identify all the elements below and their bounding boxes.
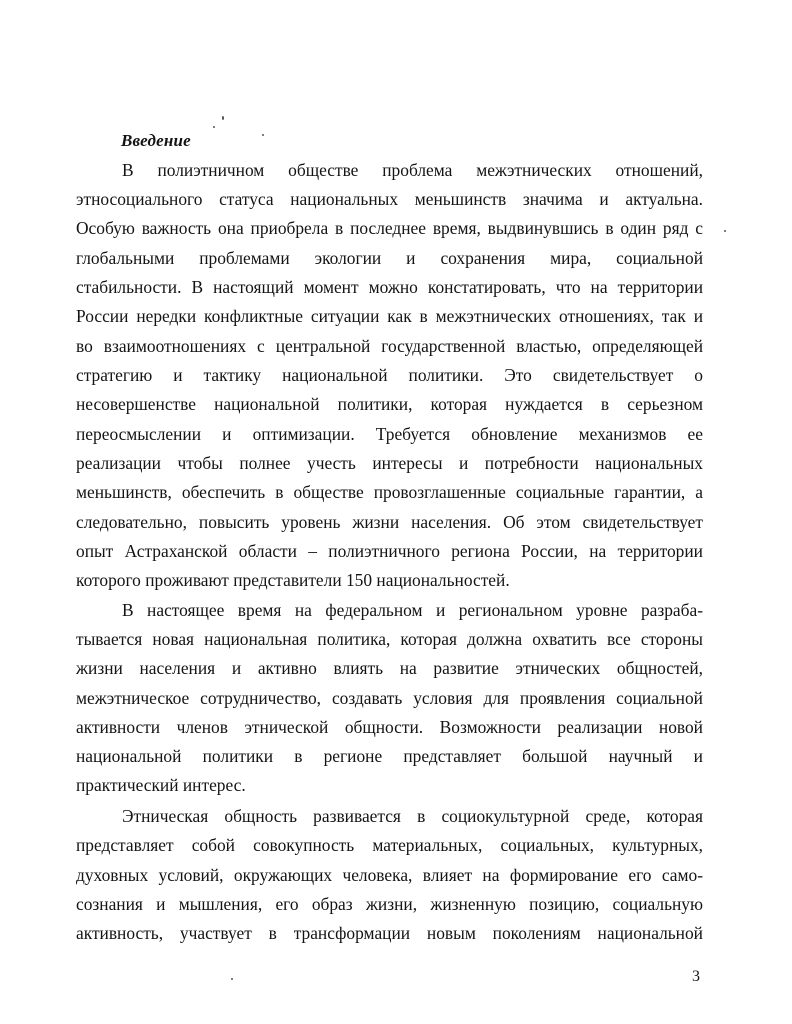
text-line: опыт Астраханской области – полиэтничного региона России, на территории: [76, 541, 703, 561]
scan-speck: [724, 230, 726, 232]
text-line: национальной политики в регионе представляет большой научный и: [76, 746, 703, 766]
text-line: переосмыслении и оптимизации. Требуется обновление механизмов ее: [76, 424, 703, 444]
text-line: представляет собой совокупность материальных, социальных, культурных,: [76, 835, 703, 855]
text-line: следовательно, повысить уровень жизни населения. Об этом свидетельствует: [76, 512, 703, 532]
text-line: реализации чтобы полнее учесть интересы и потребности национальных: [76, 453, 703, 473]
text-line: во взаимоотношениях с центральной государственной властью, определяющей: [76, 336, 703, 356]
text-line: Этническая общность развивается в социокультурной среде, которая: [122, 806, 703, 826]
scan-speck: [231, 978, 233, 980]
page-number: 3: [692, 968, 700, 985]
text-line: меньшинств, обеспечить в обществе провозглашенные социальные гарантии, а: [76, 482, 703, 502]
text-line: этносоциального статуса национальных меньшинств значима и актуальна.: [76, 189, 703, 209]
text-line: межэтническое сотрудничество, создавать условия для проявления социальной: [76, 688, 703, 708]
text-line: стабильности. В настоящий момент можно констатировать, что на территории: [76, 277, 703, 297]
section-heading: Введение: [121, 131, 191, 150]
text-line: духовных условий, окружающих человека, влияет на формирование его само-: [76, 865, 703, 885]
text-line: активности членов этнической общности. Возможности реализации новой: [76, 717, 703, 737]
text-line: жизни населения и активно влиять на развитие этнических общностей,: [76, 658, 703, 678]
text-line: России нередки конфликтные ситуации как в межэтнических отношениях, так и: [76, 306, 703, 326]
text-line: В полиэтничном обществе проблема межэтнических отношений,: [122, 160, 703, 180]
text-line: сознания и мышления, его образ жизни, жизненную позицию, социальную: [76, 894, 703, 914]
text-line: несовершенстве национальной политики, которая нуждается в серьезном: [76, 394, 703, 414]
text-line: стратегию и тактику национальной политики. Это свидетельствует о: [76, 365, 703, 385]
text-line: тывается новая национальная политика, которая должна охватить все стороны: [76, 629, 703, 649]
scan-speck: [213, 126, 215, 128]
scan-speck: [262, 134, 264, 136]
text-line: которого проживают представители 150 национальностей.: [76, 570, 510, 590]
text-line: Особую важность она приобрела в последнее время, выдвинувшись в один ряд с: [76, 218, 703, 238]
text-line: В настоящее время на федеральном и региональном уровне разраба-: [122, 600, 703, 620]
scan-speck: [222, 116, 224, 120]
text-line: активность, участвует в трансформации новым поколениям национальной: [76, 923, 703, 943]
text-line: практический интерес.: [76, 775, 246, 795]
text-line: глобальными проблемами экологии и сохранения мира, социальной: [76, 248, 703, 268]
